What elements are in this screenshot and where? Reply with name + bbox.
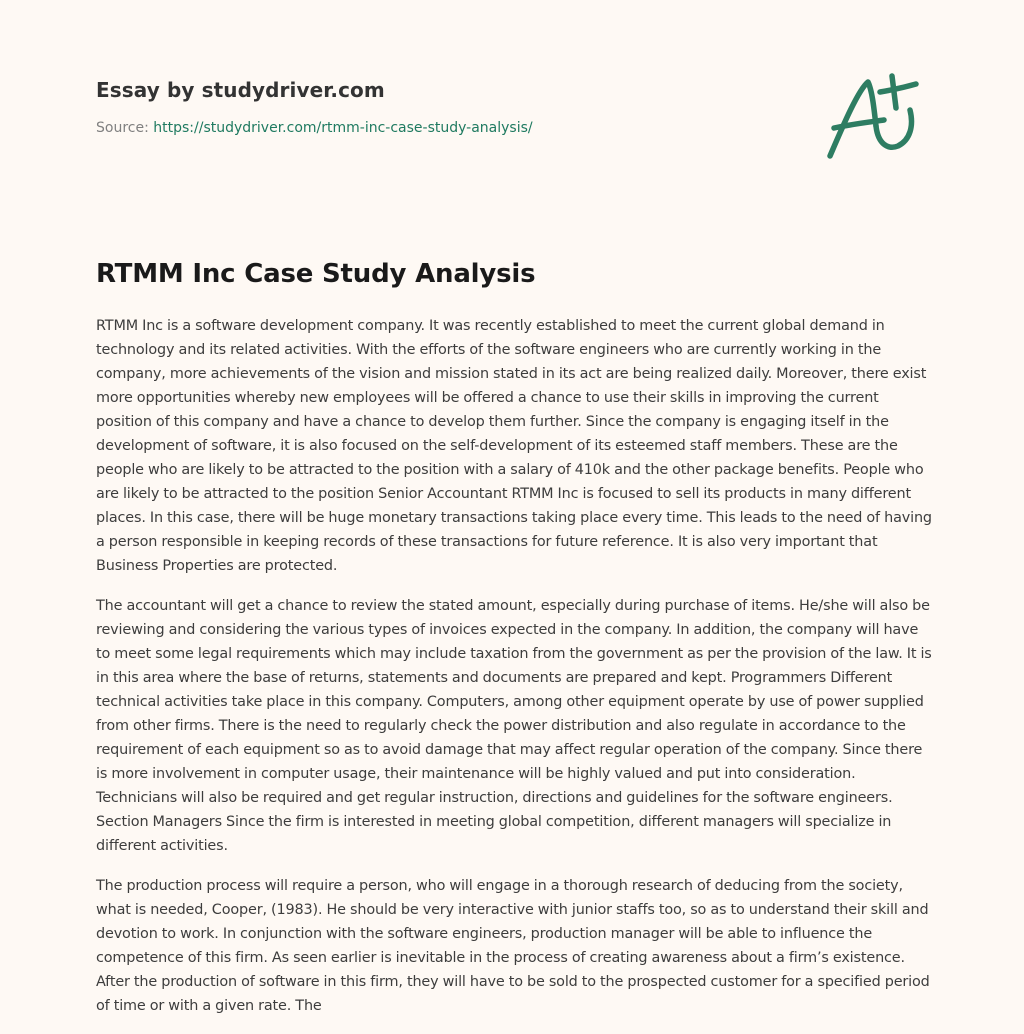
article-body <box>96 314 932 1034</box>
essay-by-heading: Essay by studydriver.com <box>96 78 385 102</box>
a-plus-grade-icon <box>822 68 926 164</box>
paragraph-2: The accountant will get a chance to review the stated amount, especially during purchase of items. He/she will also be reviewing and considering the various types of invoices expected in the company. In addition, the company will have to meet some legal requirements which may include taxation from the government as per the provision of the law. It is in this area where the base of returns, statements and documents are prepared and kept. Programmers Different technical activities take place in this company. Computers, among other equipment operate by use of power supplied from other firms. There is the need to regularly check the power distribution and also regulate in accordance to the requirement of each equipment so as to avoid damage that may affect regular operation of the company. Since there is more involvement in computer usage, their maintenance will be highly valued and put into consideration. Technicians will also be required and get regular instruction, directions and guidelines for the software engineers. Section Managers Since the firm is interested in meeting global competition, different managers will specialize in different activities. <box>96 598 932 854</box>
source-link[interactable]: https://studydriver.com/rtmm-inc-case-study-analysis/ <box>153 120 533 136</box>
paragraph-1: RTMM Inc is a software development company. It was recently established to meet the current global demand in technology and its related activities. With the efforts of the software engineers who are currently working in the company, more achievements of the vision and mission stated in its act are being realized daily. Moreover, there exist more opportunities whereby new employees will be offered a chance to use their skills in improving the current position of this company and have a chance to develop them further. Since the company is engaging itself in the development of software, it is also focused on the self-development of its esteemed staff members. These are the people who are likely to be attracted to the position with a salary of 410k and the other package benefits. People who are likely to be attracted to the position Senior Accountant RTMM Inc is focused to sell its products in many different places. In this case, there will be huge monetary transactions taking place every time. This leads to the need of having a person responsible in keeping records of these transactions for future reference. It is also very important that Business Properties are protected. <box>96 318 932 574</box>
source-label: Source: <box>96 120 154 136</box>
source-line <box>96 118 796 138</box>
paragraph-3: The production process will require a person, who will engage in a thorough research of deducing from the society, what is needed, Cooper, (1983). He should be very interactive with junior staffs too, so as to understand their skill and devotion to work. In conjunction with the software engineers, production manager will be able to influence the competence of this firm. As seen earlier is inevitable in the process of creating awareness about a firm’s existence. After the production of software in this firm, they will have to be sold to the prospected customer for a specified period of time or with a given rate. The <box>96 878 930 1014</box>
article-title: RTMM Inc Case Study Analysis <box>96 259 536 289</box>
essay-header <box>96 74 796 138</box>
